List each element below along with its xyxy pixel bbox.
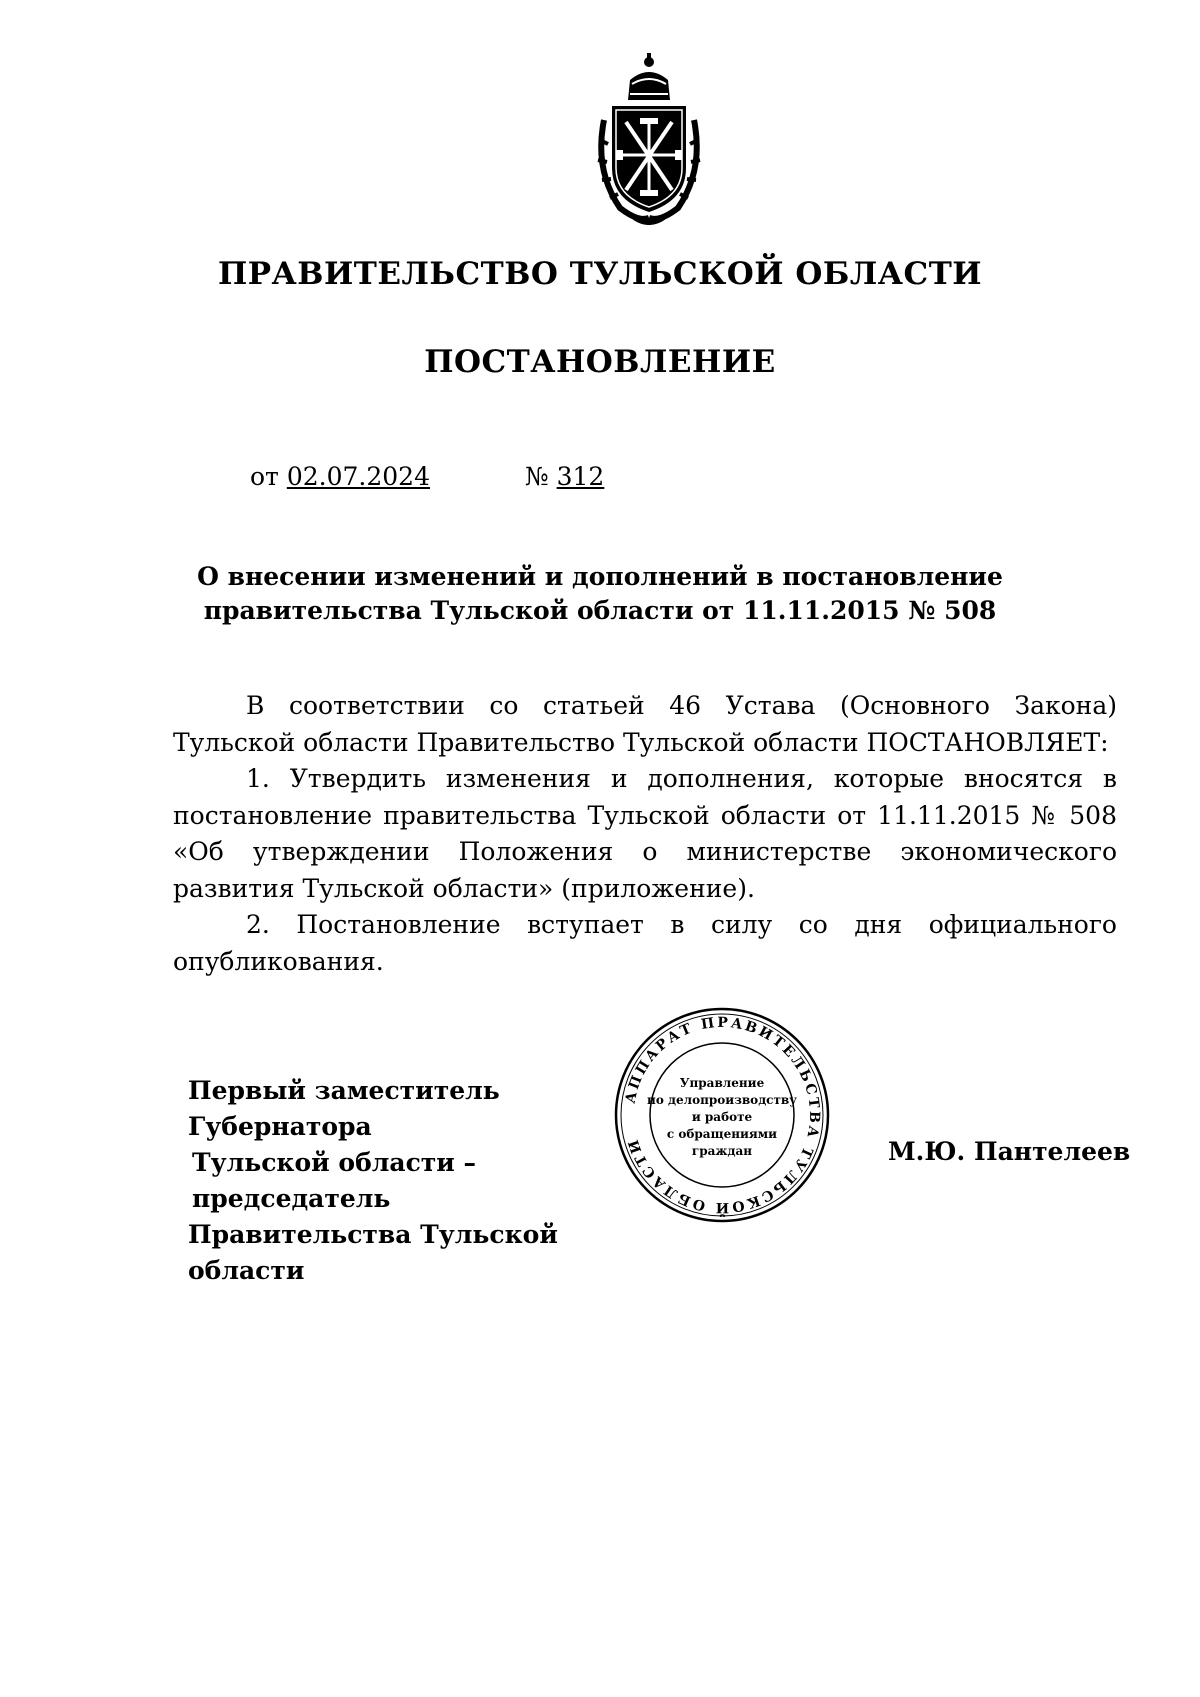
government-title: ПРАВИТЕЛЬСТВО ТУЛЬСКОЙ ОБЛАСТИ bbox=[217, 256, 983, 292]
stamp-center-line-2: по делопроизводству bbox=[647, 1093, 797, 1107]
body-paragraph-2: 1. Утвердить изменения и дополнения, которые вносятся в постановление правительства Тульской области от 11.11.2015 № 508 «Об утверждении Положения о министерстве экономического развития Тульской области» (приложение). bbox=[173, 764, 1117, 903]
tula-coat-of-arms-icon bbox=[590, 50, 708, 225]
document-date: 02.07.2024 bbox=[286, 462, 430, 491]
body-paragraph-1: В соответствии со статьей 46 Устава (Основного Закона) Тульской области Правительство Тульской области ПОСТАНОВЛЯЕТ: bbox=[173, 691, 1117, 757]
position-line-1: Первый заместитель Губернатора bbox=[188, 1076, 500, 1141]
document-type-title: ПОСТАНОВЛЕНИЕ bbox=[424, 344, 776, 380]
position-line-3: Правительства Тульской области bbox=[188, 1220, 558, 1285]
number-prefix: № bbox=[525, 462, 549, 491]
signatory-name: М.Ю. Пантелеев bbox=[888, 1137, 1131, 1166]
document-body bbox=[173, 688, 1117, 980]
stamp-center-line-1: Управление bbox=[679, 1076, 765, 1090]
document-number: 312 bbox=[556, 462, 605, 491]
document-subject bbox=[170, 560, 1030, 628]
stamp-center-line-3: и работе bbox=[691, 1110, 753, 1124]
subject-line-1: О внесении изменений и дополнений в постановление bbox=[197, 562, 1003, 591]
signatory-position bbox=[188, 1073, 648, 1289]
document-date-line bbox=[250, 462, 430, 491]
stamp-center-line-4: с обращениями bbox=[666, 1127, 778, 1141]
stamp-center-line-5: граждан bbox=[691, 1144, 753, 1158]
date-prefix: от bbox=[250, 462, 279, 491]
body-paragraph-3: 2. Постановление вступает в силу со дня официального опубликования. bbox=[173, 910, 1117, 976]
official-stamp bbox=[612, 1005, 832, 1225]
document-number-line bbox=[525, 462, 604, 491]
position-line-2: Тульской области – председатель bbox=[192, 1148, 477, 1213]
stamp-ring-text: АППАРАТ ПРАВИТЕЛЬСТВА ТУЛЬСКОЙ ОБЛАСТИ bbox=[622, 1014, 823, 1216]
subject-line-2: правительства Тульской области от 11.11.2015 № 508 bbox=[203, 596, 997, 625]
